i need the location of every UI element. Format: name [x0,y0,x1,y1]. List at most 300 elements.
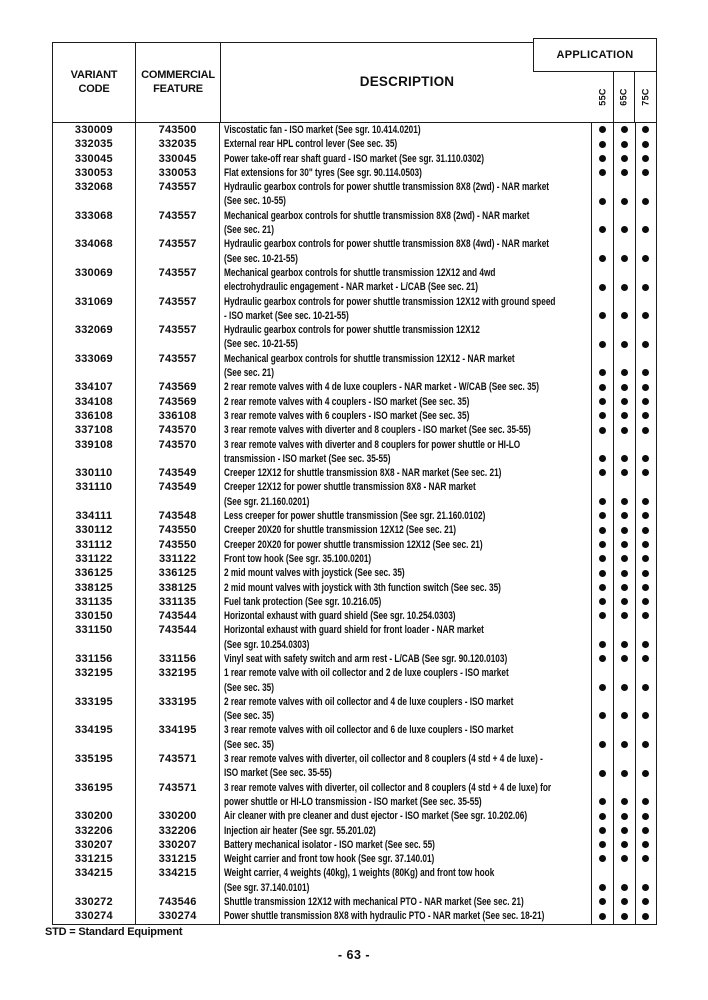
application-dot-cell [592,609,613,623]
equipped-dot-icon [642,855,649,862]
table-row [53,380,656,394]
equipped-dot-icon [599,141,606,148]
application-dot-cell [592,295,613,324]
description-cell [220,666,592,695]
application-dot-cell [635,752,656,781]
application-dot-cell [613,538,634,552]
application-dot-cell [635,809,656,823]
commercial-feature-cell: 743550 [136,538,221,552]
variant-code-cell: 334195 [53,723,136,752]
description-line: 3 rear remote valves with 6 couplers - ISO market (See sec. 35) [224,409,470,422]
equipped-dot-icon [621,141,628,148]
application-dot-cell [635,566,656,580]
table-row [53,538,656,552]
variant-code-cell: 331112 [53,538,136,552]
equipped-dot-icon [642,498,649,505]
application-dot-cell [592,466,613,480]
commercial-feature-cell: 331156 [136,652,221,666]
commercial-feature-cell: 743557 [136,180,221,209]
description-line: Power take-off rear shaft guard - ISO market (See sgr. 31.110.0302) [224,152,485,165]
application-dot-cell [635,581,656,595]
description-cell [220,523,592,537]
variant-code-cell: 331150 [53,623,136,652]
commercial-feature-cell: 743549 [136,466,221,480]
description-line: Front tow hook (See sgr. 35.100.0201) [224,552,372,565]
description-line: electrohydraulic engagement - NAR market - L/CAB (See sec. 21) [224,281,479,294]
description-line: (See sec. 10-55) [224,195,287,208]
table-row [53,123,656,137]
variant-code-cell: 330053 [53,166,136,180]
application-dot-cell [592,438,613,467]
application-dot-cell [635,352,656,381]
application-dot-cell [635,523,656,537]
application-dot-cell [613,380,634,394]
commercial-feature-cell: 743570 [136,438,221,467]
application-dot-cell [635,609,656,623]
equipped-dot-icon [642,512,649,519]
application-col-75c-label: 75C [640,88,651,106]
description-line: (See sec. 10-21-55) [224,252,299,265]
equipped-dot-icon [621,155,628,162]
equipped-dot-icon [642,555,649,562]
equipped-dot-icon [642,898,649,905]
application-subcolumns [592,72,656,122]
application-dot-cell [613,466,634,480]
commercial-feature-cell: 331122 [136,552,221,566]
description-line: 2 mid mount valves with joystick with 3th function switch (See sec. 35) [224,581,502,594]
variant-code-cell: 336108 [53,409,136,423]
application-dot-cell [635,866,656,895]
table-row [53,209,656,238]
table-row [53,866,656,895]
description-line: (See sgr. 10.254.0303) [224,638,310,651]
commercial-feature-cell: 743548 [136,509,221,523]
equipped-dot-icon [642,598,649,605]
variant-code-cell: 331069 [53,295,136,324]
application-dot-cell [613,509,634,523]
description-line: Flat extensions for 30" tyres (See sgr. 90.114.0503) [224,166,423,179]
application-dot-cell [635,909,656,923]
equipped-dot-icon [599,712,606,719]
equipped-dot-icon [599,398,606,405]
page-number: - 63 - [337,948,371,962]
commercial-feature-cell: 334215 [136,866,221,895]
application-dot-cell [635,852,656,866]
application-dot-cell [613,523,634,537]
description-line: (See sec. 21) [224,367,275,380]
application-dot-cell [613,123,634,137]
equipped-dot-icon [642,884,649,891]
equipment-table [52,42,657,925]
header-description: DESCRIPTION [221,43,594,122]
commercial-feature-cell: 330274 [136,909,221,923]
variant-code-cell: 332035 [53,137,136,151]
variant-code-cell: 338125 [53,581,136,595]
commercial-feature-cell: 743546 [136,895,221,909]
equipped-dot-icon [621,841,628,848]
application-dot-cell [635,180,656,209]
description-cell [220,866,592,895]
variant-code-cell: 332069 [53,323,136,352]
application-dot-cell [635,323,656,352]
equipped-dot-icon [621,369,628,376]
equipped-dot-icon [599,284,606,291]
equipped-dot-icon [642,341,649,348]
equipped-dot-icon [642,398,649,405]
application-dot-cell [592,380,613,394]
table-row [53,695,656,724]
description-cell [220,566,592,580]
application-dot-cell [592,723,613,752]
equipped-dot-icon [642,255,649,262]
equipped-dot-icon [642,913,649,920]
description-cell [220,423,592,437]
table-row [53,838,656,852]
description-cell [220,438,592,467]
description-cell [220,209,592,238]
application-dot-cell [592,809,613,823]
equipped-dot-icon [621,384,628,391]
equipped-dot-icon [642,384,649,391]
application-dot-cell [635,838,656,852]
description-cell [220,509,592,523]
equipped-dot-icon [599,527,606,534]
equipped-dot-icon [599,570,606,577]
equipped-dot-icon [642,741,649,748]
description-line: (See sgr. 21.160.0201) [224,495,310,508]
commercial-feature-cell: 330045 [136,152,221,166]
application-dot-cell [635,623,656,652]
equipped-dot-icon [621,570,628,577]
equipped-dot-icon [599,612,606,619]
description-line: Power shuttle transmission 8X8 with hydraulic PTO - NAR market (See sec. 18-21) [224,910,545,923]
description-cell [220,323,592,352]
description-line: power shuttle or HI-LO transmission - ISO market (See sec. 35-55) [224,795,483,808]
equipped-dot-icon [621,741,628,748]
description-cell [220,352,592,381]
application-dot-cell [613,809,634,823]
application-dot-cell [613,423,634,437]
application-dot-cell [613,266,634,295]
equipped-dot-icon [599,255,606,262]
equipped-dot-icon [621,341,628,348]
description-cell [220,581,592,595]
application-dot-cell [592,423,613,437]
equipped-dot-icon [599,827,606,834]
equipped-dot-icon [621,884,628,891]
equipped-dot-icon [621,198,628,205]
commercial-feature-cell: 743571 [136,781,221,810]
commercial-feature-cell: 743549 [136,480,221,509]
equipped-dot-icon [642,469,649,476]
equipped-dot-icon [642,841,649,848]
equipped-dot-icon [599,126,606,133]
application-dot-cell [635,137,656,151]
description-line: (See sgr. 37.140.0101) [224,881,310,894]
commercial-feature-cell: 331215 [136,852,221,866]
commercial-feature-cell: 743557 [136,209,221,238]
description-cell [220,752,592,781]
description-line: Hydraulic gearbox controls for power shuttle transmission 8X8 (4wd) - NAR market [224,238,550,251]
equipped-dot-icon [599,684,606,691]
application-dot-cell [635,438,656,467]
equipped-dot-icon [599,555,606,562]
application-dot-cell [613,552,634,566]
description-line: Shuttle transmission 12X12 with mechanical PTO - NAR market (See sec. 21) [224,896,525,909]
application-dot-cell [635,652,656,666]
equipped-dot-icon [599,813,606,820]
variant-code-cell: 334068 [53,237,136,266]
description-line: 3 rear remote valves with diverter, oil collector and 8 couplers (4 std + 4 de luxe) for [224,781,552,794]
application-dot-cell [592,595,613,609]
application-dot-cell [635,595,656,609]
table-row [53,438,656,467]
table-row [53,552,656,566]
header-commercial-feature: COMMERCIAL FEATURE [136,43,221,122]
equipped-dot-icon [621,855,628,862]
table-row [53,509,656,523]
description-line: Creeper 20X20 for power shuttle transmission 12X12 (See sec. 21) [224,538,484,551]
variant-code-cell: 334111 [53,509,136,523]
equipped-dot-icon [621,169,628,176]
description-cell [220,180,592,209]
application-dot-cell [613,609,634,623]
application-dot-cell [635,123,656,137]
table-header [53,43,656,123]
commercial-feature-cell: 743569 [136,395,221,409]
commercial-feature-cell: 332195 [136,666,221,695]
equipped-dot-icon [599,598,606,605]
application-dot-cell [592,695,613,724]
description-line: Mechanical gearbox controls for shuttle transmission 12X12 and 4wd [224,266,496,279]
application-dot-cell [635,824,656,838]
application-dot-cell [613,752,634,781]
variant-code-cell: 333069 [53,352,136,381]
equipped-dot-icon [599,469,606,476]
table-row [53,852,656,866]
equipped-dot-icon [642,198,649,205]
equipped-dot-icon [621,641,628,648]
application-dot-cell [592,409,613,423]
commercial-feature-cell: 743570 [136,423,221,437]
application-dot-cell [592,866,613,895]
application-dot-cell [635,380,656,394]
description-line: Creeper 12X12 for shuttle transmission 8X8 - NAR market (See sec. 21) [224,467,502,480]
application-dot-cell [613,152,634,166]
header-variant-code: VARIANT CODE [53,43,136,122]
application-dot-cell [613,866,634,895]
variant-code-cell: 331215 [53,852,136,866]
commercial-feature-cell: 743500 [136,123,221,137]
commercial-feature-cell: 330053 [136,166,221,180]
variant-code-cell: 334107 [53,380,136,394]
table-row [53,595,656,609]
application-dot-cell [635,781,656,810]
description-line: Hydraulic gearbox controls for power shuttle transmission 12X12 [224,324,481,337]
application-dot-cell [613,180,634,209]
variant-code-cell: 334108 [53,395,136,409]
equipped-dot-icon [621,827,628,834]
variant-code-cell: 336195 [53,781,136,810]
application-dot-cell [635,552,656,566]
application-dot-cell [613,438,634,467]
application-dot-cell [613,209,634,238]
application-dot-cell [613,852,634,866]
variant-code-cell: 330207 [53,838,136,852]
equipped-dot-icon [621,226,628,233]
application-dot-cell [635,423,656,437]
description-line: Weight carrier and front tow hook (See sgr. 37.140.01) [224,853,435,866]
equipped-dot-icon [642,541,649,548]
equipped-dot-icon [621,555,628,562]
application-dot-cell [592,123,613,137]
application-dot-cell [635,723,656,752]
application-dot-cell [592,909,613,923]
equipped-dot-icon [621,284,628,291]
application-dot-cell [613,595,634,609]
equipped-dot-icon [621,584,628,591]
commercial-feature-cell: 743550 [136,523,221,537]
equipped-dot-icon [599,412,606,419]
application-dot-cell [592,166,613,180]
description-line: Mechanical gearbox controls for shuttle transmission 8X8 (2wd) - NAR market [224,209,530,222]
application-dot-cell [592,480,613,509]
equipped-dot-icon [599,798,606,805]
equipped-dot-icon [621,412,628,419]
description-line: Vinyl seat with safety switch and arm rest - L/CAB (See sgr. 90.120.0103) [224,652,508,665]
application-dot-cell [635,209,656,238]
table-row [53,166,656,180]
application-col-55c-label: 55C [597,88,608,106]
variant-code-cell: 330112 [53,523,136,537]
equipped-dot-icon [621,913,628,920]
description-line: (See sec. 21) [224,224,275,237]
application-dot-cell [592,852,613,866]
commercial-feature-cell: 332035 [136,137,221,151]
description-line: (See sec. 35) [224,681,275,694]
application-dot-cell [635,237,656,266]
equipped-dot-icon [621,655,628,662]
equipped-dot-icon [621,527,628,534]
table-row [53,295,656,324]
application-col-65c [613,72,635,122]
equipped-dot-icon [621,512,628,519]
application-dot-cell [592,237,613,266]
description-cell [220,152,592,166]
description-line: ISO market (See sec. 35-55) [224,767,333,780]
table-row [53,909,656,923]
equipped-dot-icon [642,369,649,376]
equipped-dot-icon [599,541,606,548]
equipped-dot-icon [599,512,606,519]
description-cell [220,895,592,909]
equipped-dot-icon [621,798,628,805]
application-dot-cell [635,152,656,166]
equipped-dot-icon [642,527,649,534]
application-dot-cell [613,566,634,580]
description-cell [220,395,592,409]
application-dot-cell [613,295,634,324]
table-row [53,809,656,823]
description-line: Weight carrier, 4 weights (40kg), 1 weights (80Kg) and front tow hook [224,867,495,880]
variant-code-cell: 330274 [53,909,136,923]
description-cell [220,480,592,509]
commercial-feature-cell: 743544 [136,609,221,623]
application-dot-cell [592,209,613,238]
equipped-dot-icon [642,813,649,820]
application-dot-cell [613,352,634,381]
description-line: (See sec. 10-21-55) [224,338,299,351]
equipped-dot-icon [621,541,628,548]
description-line: (See sec. 35) [224,710,275,723]
table-row [53,781,656,810]
table-row [53,623,656,652]
application-dot-cell [613,909,634,923]
description-cell [220,466,592,480]
description-line: Air cleaner with pre cleaner and dust ejector - ISO market (See sgr. 10.202.06) [224,810,528,823]
application-dot-cell [592,623,613,652]
table-row [53,266,656,295]
equipped-dot-icon [599,884,606,891]
variant-code-cell: 332206 [53,824,136,838]
application-dot-cell [635,895,656,909]
application-dot-cell [613,395,634,409]
application-dot-cell [635,538,656,552]
commercial-feature-cell: 331135 [136,595,221,609]
table-row [53,352,656,381]
variant-code-cell: 333195 [53,695,136,724]
equipped-dot-icon [642,712,649,719]
description-cell [220,838,592,852]
description-cell [220,781,592,810]
equipped-dot-icon [621,126,628,133]
application-dot-cell [592,566,613,580]
application-dot-cell [592,137,613,151]
variant-code-cell: 332068 [53,180,136,209]
description-cell [220,123,592,137]
table-row [53,566,656,580]
application-dot-cell [592,523,613,537]
application-dot-cell [613,824,634,838]
equipped-dot-icon [599,384,606,391]
description-line: Viscostatic fan - ISO market (See sgr. 10.414.0201) [224,124,422,136]
variant-code-cell: 331122 [53,552,136,566]
commercial-feature-cell: 334195 [136,723,221,752]
table-row [53,152,656,166]
description-cell [220,852,592,866]
equipped-dot-icon [642,684,649,691]
application-dot-cell [592,152,613,166]
description-line: External rear HPL control lever (See sec. 35) [224,138,398,151]
application-dot-cell [613,666,634,695]
equipped-dot-icon [642,455,649,462]
application-dot-cell [635,295,656,324]
application-dot-cell [592,266,613,295]
application-dot-cell [613,838,634,852]
table-row [53,895,656,909]
description-line: Creeper 12X12 for power shuttle transmission 8X8 - NAR market [224,481,477,494]
application-dot-cell [592,352,613,381]
description-cell [220,909,592,923]
commercial-feature-cell: 336125 [136,566,221,580]
table-row [53,581,656,595]
std-legend-footnote: STD = Standard Equipment [45,926,183,938]
table-row [53,652,656,666]
table-row [53,137,656,151]
equipped-dot-icon [599,770,606,777]
description-line: 3 rear remote valves with diverter and 8 couplers - ISO market (See sec. 35-55) [224,424,532,437]
equipped-dot-icon [621,455,628,462]
